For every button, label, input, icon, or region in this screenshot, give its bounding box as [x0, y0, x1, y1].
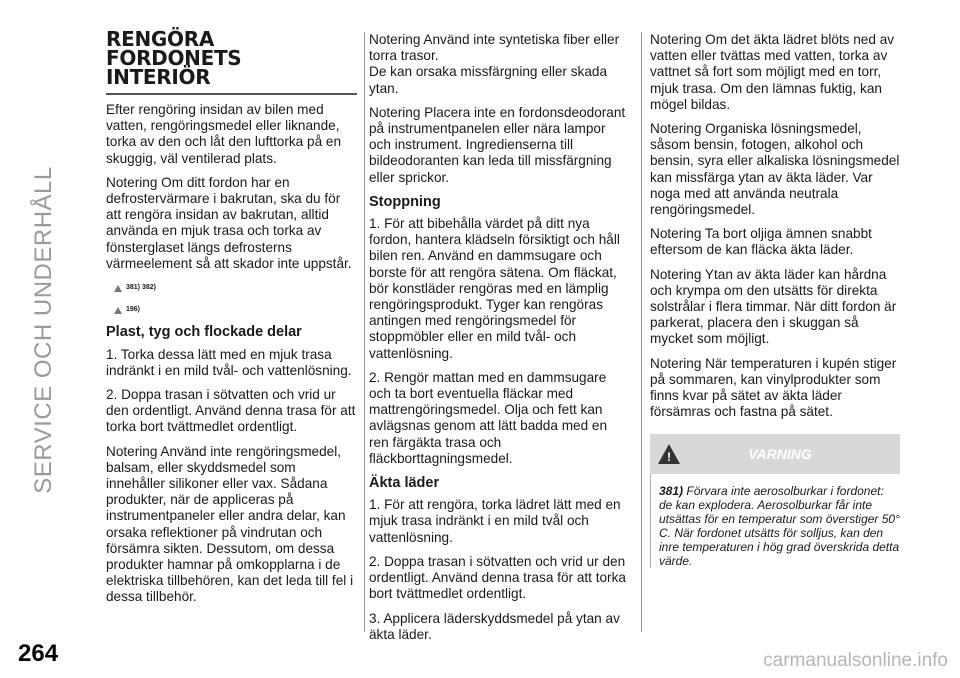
warning-body [650, 474, 900, 568]
warning-ref: 381) [659, 484, 684, 499]
reference-b [114, 302, 357, 318]
page-number: 264 [18, 640, 59, 667]
watermark: carmanualsonline.info [763, 650, 948, 671]
warning-box [650, 434, 900, 568]
reference-a-text: 381) 382) [126, 284, 156, 292]
subheading-leather: Äkta läder [369, 475, 440, 492]
heading-line-1: RENGÖRA [106, 27, 214, 51]
plastics-step-1: 1. Torka dessa lätt med en mjuk trasa indränkt i en mild tvål- och vattenlösning. [106, 346, 352, 378]
warning-title: VARNING [748, 446, 812, 463]
leather-step-3: 3. Applicera läderskyddsmedel på ytan av äkta läder. [369, 610, 620, 642]
section-side-label: SERVICE OCH UNDERHÅLL [30, 166, 57, 494]
caution-marker-icon [114, 307, 122, 314]
reference-b-text: 196) [126, 306, 141, 314]
leather-step-2: 2. Doppa trasan i sötvatten och vrid ur den ordentligt. Använd denna trasa för att torka bort tvättmedlet ordentligt. [369, 553, 626, 602]
stoppning-step-1: 1. För att bibehålla värdet på ditt nya fordon, hantera klädseln försiktigt och håll bilen ren. Använd en dammsugare och borste för att rengöra sätena. Om fläckat, bör konstläder rengöras med en lämplig rengöringsprodukt. Tyger kan rengöras antingen med rengöringsmedel för stoppmöbler eller en mild tvål- och vattenlösning. [369, 216, 620, 361]
note-defroster: Notering Om ditt fordon har en defrostervärmare i bakrutan, ska du för att rengöra insidan av bakrutan, alltid använda en mjuk trasa och torka av fönsterglaset längs defrosterns värmeelement så att skador inte uppstår. [106, 174, 352, 271]
column-divider-2 [641, 32, 642, 632]
warning-marker-icon [114, 285, 122, 292]
column-1 [106, 27, 357, 614]
heading-rule [106, 93, 357, 95]
warning-header [650, 434, 900, 474]
reference-a [114, 280, 357, 296]
intro-paragraph: Efter rengöring insidan av bilen med vatten, rengöringsmedel eller liknande, torka av den och låt den lufttorka på en skuggig, väl ventilerad plats. [106, 102, 342, 166]
note-wet-leather: Notering Om det äkta lädret blöts ned av vatten eller tvättas med vatten, torka av vattnet så fort som möjligt med en torr, mjuk trasa. Om den lämnas fuktig, kan mögel bildas. [650, 32, 895, 112]
note-cleaning-agents: Notering Använd inte rengöringsmedel, balsam, eller skyddsmedel som innehåller silikoner eller vax. Sådana produkter, när de appliceras på instrumentpaneler eller andra delar, kan orsaka reflektioner på vindrutan och försämra sikten. Dessutom, om dessa produkter hamnar på omkopplarna i de elektriska tillbehören, kan det leda till fel i dessa tillbehör. [106, 443, 354, 605]
plastics-step-2: 2. Doppa trasan i sötvatten och vrid ur den ordentligt. Använd denna trasa för att torka bort tvättmedlet ordentligt. [106, 387, 356, 435]
stoppning-step-2: 2. Rengör mattan med en dammsugare och ta bort eventuella fläckar med mattrengöringsmedel. Olja och fett kan avlägsnas genom att lätt badda med en ren färgäkta trasa och fläckborttagningsmedel. [369, 369, 608, 466]
leather-step-1: 1. För att rengöra, torka lädret lätt med en mjuk trasa indränkt i en mild tvål och vattenlösning. [369, 497, 621, 545]
heading-line-2: FORDONETS [106, 46, 242, 70]
note-temperature: Notering När temperaturen i kupén stiger på sommaren, kan vinylprodukter som finns kvar på sätet av äkta läder försämras och fastna på sätet. [650, 355, 897, 420]
column-3 [650, 32, 900, 568]
note-oily-substances: Notering Ta bort oljiga ämnen snabbt eftersom de kan fläcka äkta läder. [650, 226, 872, 258]
subheading-stoppning: Stoppning [369, 193, 441, 210]
note-fiber: Notering Använd inte syntetiska fiber eller torra trasor. De kan orsaka missfärgning eller skada ytan. [369, 32, 620, 96]
heading-line-3: INTERIÖR [106, 65, 211, 89]
warning-text: Förvara inte aerosolburkar i fordonet: de kan explodera. Aerosolburkar får inte utsättas för en temperatur som överstiger 50° C. När fordonet utsätts för solljus, kan den inre temperaturen i hög grad överskrida detta värde. [659, 484, 900, 569]
note-sunlight: Notering Ytan av äkta läder kan hårdna och krympa om den utsätts för direkta solstrålar i flera timmar. När ditt fordon är parkerat, placera den i skuggan så mycket som möjligt. [650, 266, 897, 347]
column-divider-1 [364, 32, 365, 632]
note-deodorant: Notering Placera inte en fordonsdeodorant på instrumentpanelen eller nära lampor och instrument. Ingredienserna till bildeodoranten kan leda till missfärgning eller sprickor. [369, 104, 626, 185]
warning-triangle-icon [658, 444, 680, 464]
subheading-plastics: Plast, tyg och flockade delar [106, 324, 302, 341]
section-heading [106, 27, 357, 89]
note-solvents: Notering Organiska lösningsmedel, såsom bensin, fotogen, alkohol och bensin, syra eller alkaliska lösningsmedel kan missfärga ytan av äkta läder. Var noga med att använda neutrala rengöringsmedel. [650, 121, 900, 218]
column-2 [369, 32, 629, 651]
